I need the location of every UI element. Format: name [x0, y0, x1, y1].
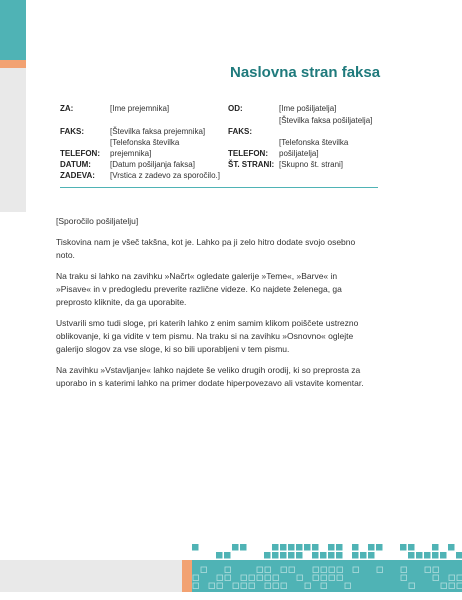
pattern-block	[336, 560, 343, 567]
pattern-block	[288, 544, 295, 551]
footer-pixel-pattern	[192, 540, 462, 592]
pattern-block	[424, 552, 431, 559]
pages-value[interactable]: [Skupno št. strani]	[279, 160, 344, 169]
pattern-block	[416, 552, 423, 559]
pattern-outline	[193, 575, 199, 581]
pattern-block	[440, 552, 447, 559]
pattern-outline	[201, 567, 207, 573]
from-value[interactable]: [Ime pošiljatelja]	[279, 104, 337, 113]
to-value[interactable]: [Ime prejemnika]	[110, 104, 170, 113]
fax-value[interactable]: [Številka faksa prejemnika]	[110, 127, 206, 136]
pattern-block	[440, 560, 447, 567]
page-title: Naslovna stran faksa	[230, 64, 381, 81]
pattern-block	[288, 552, 295, 559]
pattern-outline	[225, 575, 231, 581]
pattern-block	[384, 560, 391, 567]
pattern-block	[368, 544, 375, 551]
pattern-outline	[345, 583, 351, 589]
date-value[interactable]: [Datum pošiljanja faksa]	[110, 160, 195, 169]
pattern-block	[296, 552, 303, 559]
pattern-outline	[265, 575, 271, 581]
pattern-outline	[337, 567, 343, 573]
pattern-block	[376, 544, 383, 551]
pattern-block	[360, 552, 367, 559]
pattern-block	[256, 560, 263, 567]
pattern-outline	[249, 583, 255, 589]
pattern-block	[280, 544, 287, 551]
to-label: ZA:	[60, 104, 74, 113]
sender-info	[228, 104, 388, 184]
pattern-outline	[217, 583, 223, 589]
pattern-outline	[321, 583, 327, 589]
pattern-block	[200, 560, 207, 567]
pattern-outline	[257, 567, 263, 573]
footer-margin	[0, 592, 462, 600]
body-paragraph: Na traku si lahko na zavihku »Načrt« ogledate galerije »Teme«, »Barve« in »Pisave« in v predogledu preverite različne videze. Ko najdete želenega, ga preprosto kliknite, da ga uporabite.	[56, 271, 342, 307]
pattern-block	[216, 552, 223, 559]
pattern-block	[264, 560, 271, 567]
pattern-block	[376, 560, 383, 567]
body-paragraph: Ustvarili smo tudi sloge, pri katerih lahko z enim samim klikom poiščete ustrezno oblikovanje, ki ga vidite v tem pismu. Na traku si na zavihku »Osnovno« oglejte galerijo slogov za vse sloge, ki so bili uporabljeni v tem pismu.	[56, 318, 359, 354]
pattern-outline	[217, 575, 223, 581]
pattern-block	[264, 552, 271, 559]
pattern-outline	[457, 583, 462, 589]
message-placeholder[interactable]: [Sporočilo pošiljatelju]	[56, 216, 139, 226]
pattern-block	[448, 560, 455, 567]
pattern-block	[416, 560, 423, 567]
fax-label: FAKS:	[60, 127, 84, 136]
pattern-outline	[337, 575, 343, 581]
body-paragraph: Tiskovina nam je všeč takšna, kot je. Lahko pa ji zelo hitro dodate svojo osebno noto.	[56, 237, 356, 260]
pattern-block	[368, 552, 375, 559]
pattern-block	[296, 544, 303, 551]
pattern-block	[352, 544, 359, 551]
date-label: DATUM:	[60, 160, 91, 169]
pattern-block	[344, 560, 351, 567]
pattern-block	[208, 560, 215, 567]
pattern-outline	[225, 567, 231, 573]
pattern-outline	[313, 575, 319, 581]
pattern-block	[304, 560, 311, 567]
pattern-block	[336, 544, 343, 551]
pattern-block	[272, 552, 279, 559]
pattern-block	[232, 560, 239, 567]
footer-decor-orange	[182, 560, 192, 592]
pattern-outline	[209, 583, 215, 589]
pattern-block	[408, 560, 415, 567]
pattern-block	[432, 544, 439, 551]
pattern-outline	[265, 583, 271, 589]
pattern-block	[336, 552, 343, 559]
pattern-outline	[329, 575, 335, 581]
pattern-block	[312, 552, 319, 559]
sender-fax-label: FAKS:	[228, 127, 252, 136]
subject-value[interactable]: [Vrstica z zadevo za sporočilo.]	[110, 171, 220, 180]
pattern-outline	[401, 575, 407, 581]
pattern-outline	[321, 567, 327, 573]
divider	[60, 187, 378, 188]
pattern-block	[224, 552, 231, 559]
pattern-outline	[457, 575, 462, 581]
decor-strip-teal	[0, 0, 26, 60]
pattern-outline	[313, 567, 319, 573]
pattern-outline	[241, 583, 247, 589]
pattern-outline	[281, 567, 287, 573]
pattern-outline	[401, 567, 407, 573]
pattern-outline	[305, 583, 311, 589]
pattern-outline	[353, 567, 359, 573]
pattern-block	[432, 560, 439, 567]
pattern-block	[360, 560, 367, 567]
pattern-outline	[321, 575, 327, 581]
pattern-outline	[449, 583, 455, 589]
pattern-outline	[249, 575, 255, 581]
pattern-outline	[265, 567, 271, 573]
sender-phone-label: TELEFON:	[228, 149, 268, 158]
from-label: OD:	[228, 104, 243, 113]
pattern-block	[192, 544, 199, 551]
pattern-outline	[233, 583, 239, 589]
pattern-outline	[289, 567, 295, 573]
pattern-block	[320, 552, 327, 559]
pattern-block	[248, 560, 255, 567]
pattern-outline	[193, 583, 199, 589]
subject-label: ZADEVA:	[60, 171, 95, 180]
pattern-block	[408, 552, 415, 559]
sender-fax-value[interactable]: [Številka faksa pošiljatelja]	[279, 116, 373, 125]
decor-strip-orange	[0, 60, 26, 68]
pattern-block	[368, 560, 375, 567]
recipient-info	[60, 104, 225, 184]
body-paragraph: Na zavihku »Vstavljanje« lahko najdete še veliko drugih orodij, ki so preprosta za uporabo in s katerimi lahko na primer dodate hiperpovezavo ali vstavite komentar.	[56, 365, 364, 388]
pattern-outline	[433, 567, 439, 573]
pattern-outline	[441, 583, 447, 589]
pattern-outline	[329, 567, 335, 573]
pattern-outline	[257, 575, 263, 581]
sender-phone-value[interactable]: [Telefonska številka pošiljatelja]	[279, 138, 349, 158]
footer-decor-gray	[0, 560, 182, 592]
pattern-outline	[433, 575, 439, 581]
pattern-block	[456, 560, 462, 567]
pattern-block	[352, 552, 359, 559]
pattern-outline	[409, 583, 415, 589]
pattern-outline	[241, 575, 247, 581]
message-body	[56, 215, 372, 398]
pages-label: ŠT. STRANI:	[228, 160, 275, 169]
pattern-block	[448, 544, 455, 551]
pattern-block	[328, 544, 335, 551]
pattern-block	[280, 552, 287, 559]
pattern-block	[232, 544, 239, 551]
pattern-block	[400, 544, 407, 551]
pattern-outline	[449, 575, 455, 581]
pattern-block	[240, 544, 247, 551]
pattern-outline	[377, 567, 383, 573]
phone-value[interactable]: [Telefonska številka prejemnika]	[110, 138, 180, 158]
pattern-block	[304, 544, 311, 551]
pattern-outline	[273, 575, 279, 581]
pattern-outline	[281, 583, 287, 589]
phone-label: TELEFON:	[60, 149, 100, 158]
pattern-block	[272, 544, 279, 551]
pattern-block	[328, 552, 335, 559]
pattern-block	[456, 552, 462, 559]
pattern-outline	[425, 567, 431, 573]
pattern-outline	[297, 575, 303, 581]
pattern-outline	[273, 583, 279, 589]
pattern-block	[312, 544, 319, 551]
pattern-block	[408, 544, 415, 551]
decor-strip-gray	[0, 68, 26, 212]
pattern-block	[432, 552, 439, 559]
